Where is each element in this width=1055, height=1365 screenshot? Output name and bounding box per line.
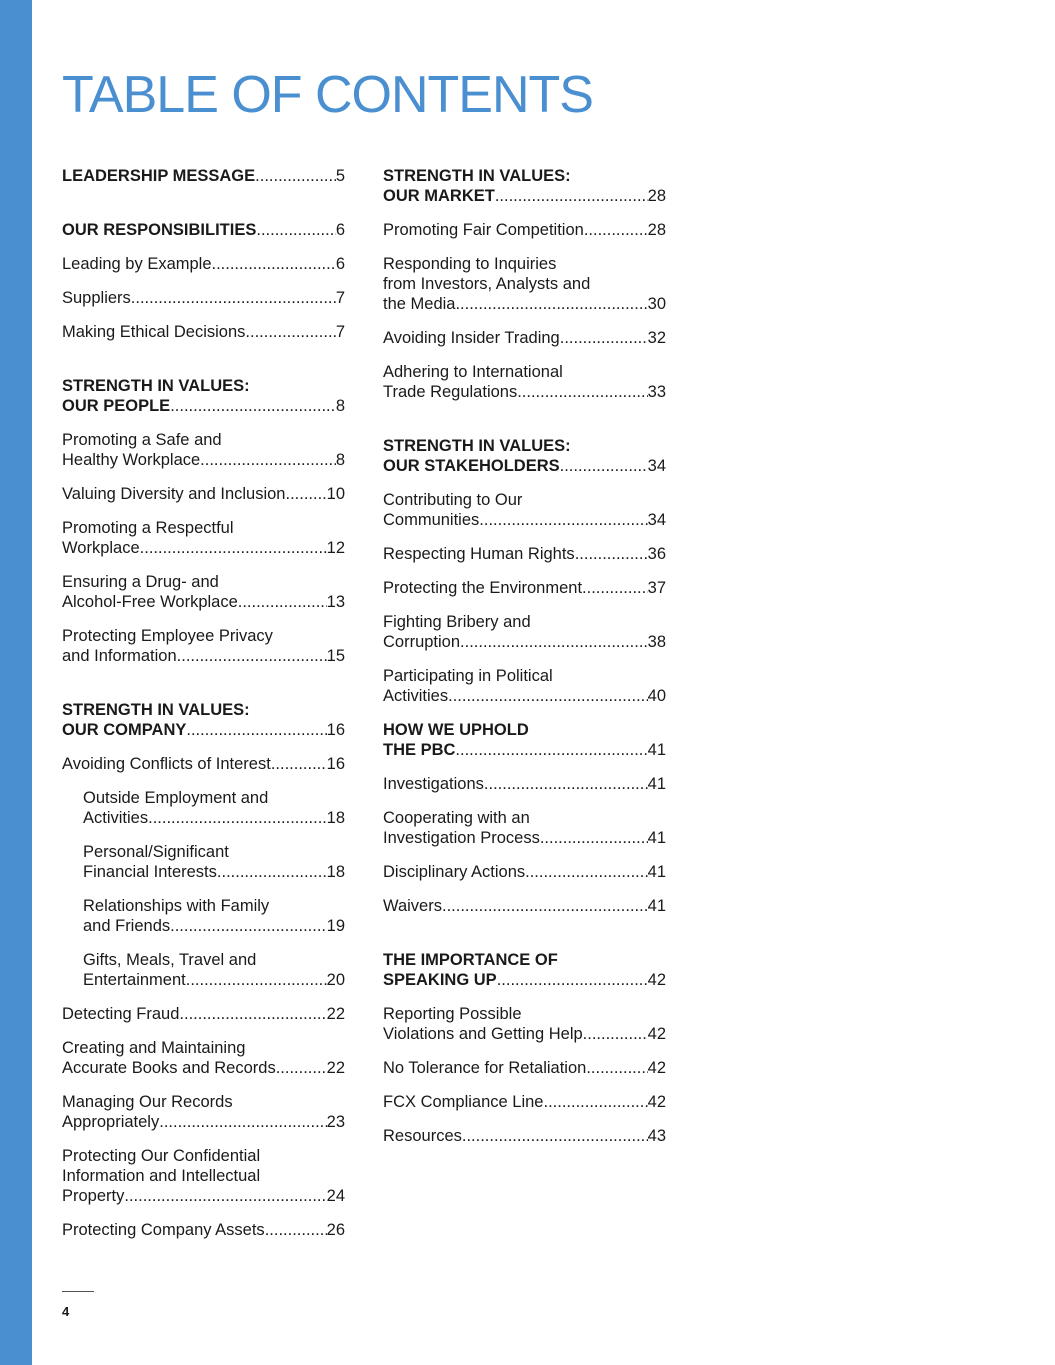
dot-leader — [256, 220, 335, 240]
toc-entry-title: and Friends — [83, 917, 171, 935]
toc-entry[interactable] — [62, 1038, 345, 1078]
toc-entry-title: THE PBC — [383, 741, 456, 759]
dot-leader — [265, 1220, 327, 1240]
toc-entry-title-line: Information and Intellectual — [62, 1167, 261, 1185]
toc-entry-title: the Media — [383, 295, 456, 313]
dot-leader — [497, 970, 648, 990]
toc-page-number: 20 — [326, 971, 345, 989]
toc-page-number: 41 — [647, 863, 666, 881]
dot-leader — [179, 1004, 326, 1024]
toc-entry[interactable] — [62, 288, 345, 308]
toc-page-number: 28 — [647, 187, 666, 205]
dot-leader — [238, 592, 327, 612]
dot-leader — [582, 578, 648, 598]
dot-leader — [455, 294, 647, 314]
toc-page-number: 7 — [335, 323, 345, 341]
toc-page-number: 18 — [326, 863, 345, 881]
dot-leader — [462, 1126, 648, 1146]
toc-entry[interactable] — [383, 808, 666, 848]
toc-entry-title-line: STRENGTH IN VALUES: — [383, 437, 571, 455]
dot-leader — [460, 632, 648, 652]
toc-entry[interactable] — [383, 896, 666, 916]
toc-entry[interactable] — [62, 626, 345, 666]
dot-leader — [442, 896, 648, 916]
toc-entry-title: Communities — [383, 511, 480, 529]
dot-leader — [200, 450, 336, 470]
toc-entry-title: OUR STAKEHOLDERS — [383, 457, 560, 475]
toc-entry[interactable] — [62, 322, 345, 342]
toc-entry-title-line: HOW WE UPHOLD — [383, 721, 529, 739]
toc-page-number: 19 — [326, 917, 345, 935]
toc-entry-title: Leading by Example — [62, 255, 212, 273]
dot-leader — [455, 740, 647, 760]
toc-entry-title: SPEAKING UP — [383, 971, 497, 989]
toc-section-heading[interactable] — [383, 720, 666, 760]
toc-entry-title-line: Creating and Maintaining — [62, 1039, 246, 1057]
toc-entry-title: LEADERSHIP MESSAGE — [62, 167, 256, 185]
toc-page-number: 42 — [647, 1059, 666, 1077]
toc-page-number: 36 — [647, 545, 666, 563]
footer-rule — [62, 1291, 94, 1292]
toc-page-number: 34 — [647, 511, 666, 529]
toc-section-heading[interactable] — [62, 166, 345, 186]
dot-leader — [540, 828, 648, 848]
toc-page-number: 32 — [647, 329, 666, 347]
toc-entry-title: Respecting Human Rights — [383, 545, 575, 563]
dot-leader — [124, 1186, 326, 1206]
toc-entry[interactable] — [62, 254, 345, 274]
toc-page-number: 41 — [647, 741, 666, 759]
toc-entry-title-line: Outside Employment and — [83, 789, 269, 807]
toc-page-number: 10 — [326, 485, 345, 503]
toc-page-number: 6 — [335, 255, 345, 273]
toc-entry[interactable] — [383, 490, 666, 530]
dot-leader — [495, 186, 648, 206]
toc-section-heading[interactable] — [383, 166, 666, 206]
toc-entry[interactable] — [62, 1146, 345, 1206]
toc-entry-title-line: STRENGTH IN VALUES: — [383, 167, 571, 185]
toc-entry-title: Valuing Diversity and Inclusion — [62, 485, 286, 503]
toc-entry-title: Investigation Process — [383, 829, 540, 847]
toc-entry-title-line: Promoting a Respectful — [62, 519, 234, 537]
toc-page-number: 33 — [647, 383, 666, 401]
toc-page-number: 26 — [326, 1221, 345, 1239]
toc-entry-title: Activities — [83, 809, 149, 827]
toc-entry-title: Workplace — [62, 539, 140, 557]
toc-section-heading[interactable] — [383, 950, 666, 990]
toc-entry[interactable] — [62, 754, 345, 774]
dot-leader — [131, 288, 336, 308]
toc-entry-title: Healthy Workplace — [62, 451, 201, 469]
toc-page-number: 7 — [335, 289, 345, 307]
toc-entry-title-line: Promoting a Safe and — [62, 431, 222, 449]
toc-entry-title: Financial Interests — [83, 863, 217, 881]
toc-right-column — [383, 166, 666, 1146]
dot-leader — [575, 544, 648, 564]
toc-entry-title: Corruption — [383, 633, 461, 651]
dot-leader — [586, 1058, 647, 1078]
toc-entry-title-line: Fighting Bribery and — [383, 613, 531, 631]
dot-leader — [271, 754, 327, 774]
toc-entry-title: No Tolerance for Retaliation — [383, 1059, 587, 1077]
dot-leader — [140, 538, 327, 558]
toc-page-number: 18 — [326, 809, 345, 827]
toc-entry[interactable] — [383, 666, 666, 706]
toc-entry[interactable] — [62, 788, 345, 828]
toc-page-number: 42 — [647, 1093, 666, 1111]
toc-section-heading[interactable] — [62, 220, 345, 240]
toc-entry-title-line: Personal/Significant — [83, 843, 229, 861]
toc-page-number: 16 — [326, 755, 345, 773]
toc-entry-title: Making Ethical Decisions — [62, 323, 246, 341]
toc-entry-title-line: Cooperating with an — [383, 809, 530, 827]
toc-entry-title-line: Reporting Possible — [383, 1005, 522, 1023]
toc-entry[interactable] — [383, 862, 666, 882]
toc-entry[interactable] — [62, 430, 345, 470]
toc-entry[interactable] — [383, 1092, 666, 1112]
toc-entry-title-line: Managing Our Records — [62, 1093, 233, 1111]
toc-entry-title-line: Contributing to Our — [383, 491, 523, 509]
dot-leader — [583, 1024, 648, 1044]
dot-leader — [159, 1112, 326, 1132]
toc-entry[interactable] — [62, 1220, 345, 1240]
toc-entry-title: Protecting Company Assets — [62, 1221, 265, 1239]
toc-page-number: 34 — [647, 457, 666, 475]
dot-leader — [255, 166, 336, 186]
toc-entry-title: Avoiding Conflicts of Interest — [62, 755, 271, 773]
toc-page-number: 24 — [326, 1187, 345, 1205]
toc-page-number: 12 — [326, 539, 345, 557]
toc-entry-title: Appropriately — [62, 1113, 160, 1131]
toc-entry[interactable] — [383, 254, 666, 314]
dot-leader — [584, 220, 648, 240]
toc-entry-title: OUR MARKET — [383, 187, 495, 205]
side-accent-bar — [0, 0, 32, 1365]
toc-page-number: 6 — [335, 221, 345, 239]
toc-page-number: 16 — [326, 721, 345, 739]
toc-page-number: 41 — [647, 897, 666, 915]
toc-entry[interactable] — [383, 578, 666, 598]
dot-leader — [560, 328, 648, 348]
toc-entry[interactable] — [62, 1004, 345, 1024]
dot-leader — [560, 456, 648, 476]
toc-entry-title: Disciplinary Actions — [383, 863, 526, 881]
dot-leader — [212, 254, 336, 274]
toc-entry-title: and Information — [62, 647, 177, 665]
toc-entry-title-line: Responding to Inquiries — [383, 255, 557, 273]
toc-page-number: 28 — [647, 221, 666, 239]
toc-entry-title-line: Gifts, Meals, Travel and — [83, 951, 257, 969]
toc-page-number: 8 — [335, 397, 345, 415]
dot-leader — [280, 1058, 326, 1078]
toc-entry-title-line: Relationships with Family — [83, 897, 270, 915]
toc-entry-title: Violations and Getting Help — [383, 1025, 583, 1043]
dot-leader — [479, 510, 647, 530]
toc-entry-title-line: Ensuring a Drug- and — [62, 573, 219, 591]
toc-entry[interactable] — [383, 362, 666, 402]
toc-page-number: 38 — [647, 633, 666, 651]
toc-entry-title: Entertainment — [83, 971, 186, 989]
toc-entry-title: Resources — [383, 1127, 462, 1145]
toc-entry[interactable] — [62, 1092, 345, 1132]
dot-leader — [544, 1092, 648, 1112]
toc-page-number: 43 — [647, 1127, 666, 1145]
toc-page-number: 40 — [647, 687, 666, 705]
dot-leader — [245, 322, 335, 342]
toc-entry-title: Protecting the Environment — [383, 579, 583, 597]
toc-page-number: 41 — [647, 829, 666, 847]
toc-entry[interactable] — [62, 842, 345, 882]
dot-leader — [170, 916, 327, 936]
toc-entry-title-line: THE IMPORTANCE OF — [383, 951, 558, 969]
toc-entry-title: FCX Compliance Line — [383, 1093, 544, 1111]
toc-entry-title-line: Protecting Employee Privacy — [62, 627, 273, 645]
dot-leader — [448, 686, 648, 706]
toc-entry[interactable] — [383, 328, 666, 348]
toc-entry-title: Suppliers — [62, 289, 131, 307]
toc-page-number: 42 — [647, 971, 666, 989]
toc-page-number: 15 — [326, 647, 345, 665]
toc-entry[interactable] — [383, 1004, 666, 1044]
toc-entry-title: Detecting Fraud — [62, 1005, 180, 1023]
dot-leader — [148, 808, 327, 828]
toc-entry[interactable] — [62, 518, 345, 558]
toc-entry-title: Activities — [383, 687, 449, 705]
dot-leader — [525, 862, 648, 882]
toc-entry-title-line: Adhering to International — [383, 363, 563, 381]
dot-leader — [517, 382, 647, 402]
toc-entry-title: Property — [62, 1187, 125, 1205]
toc-page-number: 42 — [647, 1025, 666, 1043]
toc-entry-title: OUR COMPANY — [62, 721, 187, 739]
toc-page-number: 8 — [335, 451, 345, 469]
toc-entry-title: Promoting Fair Competition — [383, 221, 584, 239]
toc-entry-title: Waivers — [383, 897, 442, 915]
toc-page-number: 22 — [326, 1005, 345, 1023]
toc-entry-title-line: STRENGTH IN VALUES: — [62, 377, 250, 395]
dot-leader — [186, 970, 327, 990]
toc-section-heading[interactable] — [62, 700, 345, 740]
toc-entry[interactable] — [383, 612, 666, 652]
toc-page-number: 37 — [647, 579, 666, 597]
toc-page-number: 22 — [326, 1059, 345, 1077]
toc-entry[interactable] — [383, 220, 666, 240]
toc-left-column — [62, 166, 345, 1240]
toc-entry-title-line: STRENGTH IN VALUES: — [62, 701, 250, 719]
toc-section-heading[interactable] — [383, 436, 666, 476]
toc-entry-title-line: Protecting Our Confidential — [62, 1147, 261, 1165]
toc-entry[interactable] — [62, 484, 345, 504]
dot-leader — [484, 774, 648, 794]
toc-page-number: 5 — [335, 167, 345, 185]
toc-entry[interactable] — [383, 1126, 666, 1146]
toc-entry-title: OUR RESPONSIBILITIES — [62, 221, 257, 239]
dot-leader — [285, 484, 326, 504]
dot-leader — [177, 646, 327, 666]
dot-leader — [186, 720, 326, 740]
toc-entry-title-line: Participating in Political — [383, 667, 553, 685]
toc-page-number: 41 — [647, 775, 666, 793]
page-number: 4 — [62, 1304, 70, 1319]
toc-entry-title: OUR PEOPLE — [62, 397, 171, 415]
toc-section-heading[interactable] — [62, 376, 345, 416]
toc-entry[interactable] — [62, 950, 345, 990]
toc-entry[interactable] — [383, 544, 666, 564]
toc-page-number: 23 — [326, 1113, 345, 1131]
toc-entry[interactable] — [383, 774, 666, 794]
toc-entry[interactable] — [62, 896, 345, 936]
dot-leader — [217, 862, 327, 882]
dot-leader — [170, 396, 336, 416]
toc-entry-title-line: from Investors, Analysts and — [383, 275, 591, 293]
toc-page-number: 30 — [647, 295, 666, 313]
toc-entry-title: Accurate Books and Records. — [62, 1059, 281, 1077]
page-title: TABLE OF CONTENTS — [62, 66, 593, 124]
toc-entry[interactable] — [383, 1058, 666, 1078]
toc-entry-title: Investigations — [383, 775, 484, 793]
toc-entry-title: Trade Regulations — [383, 383, 518, 401]
toc-entry-title: Avoiding Insider Trading — [383, 329, 560, 347]
toc-page-number: 13 — [326, 593, 345, 611]
toc-entry-title: Alcohol-Free Workplace — [62, 593, 238, 611]
toc-entry[interactable] — [62, 572, 345, 612]
